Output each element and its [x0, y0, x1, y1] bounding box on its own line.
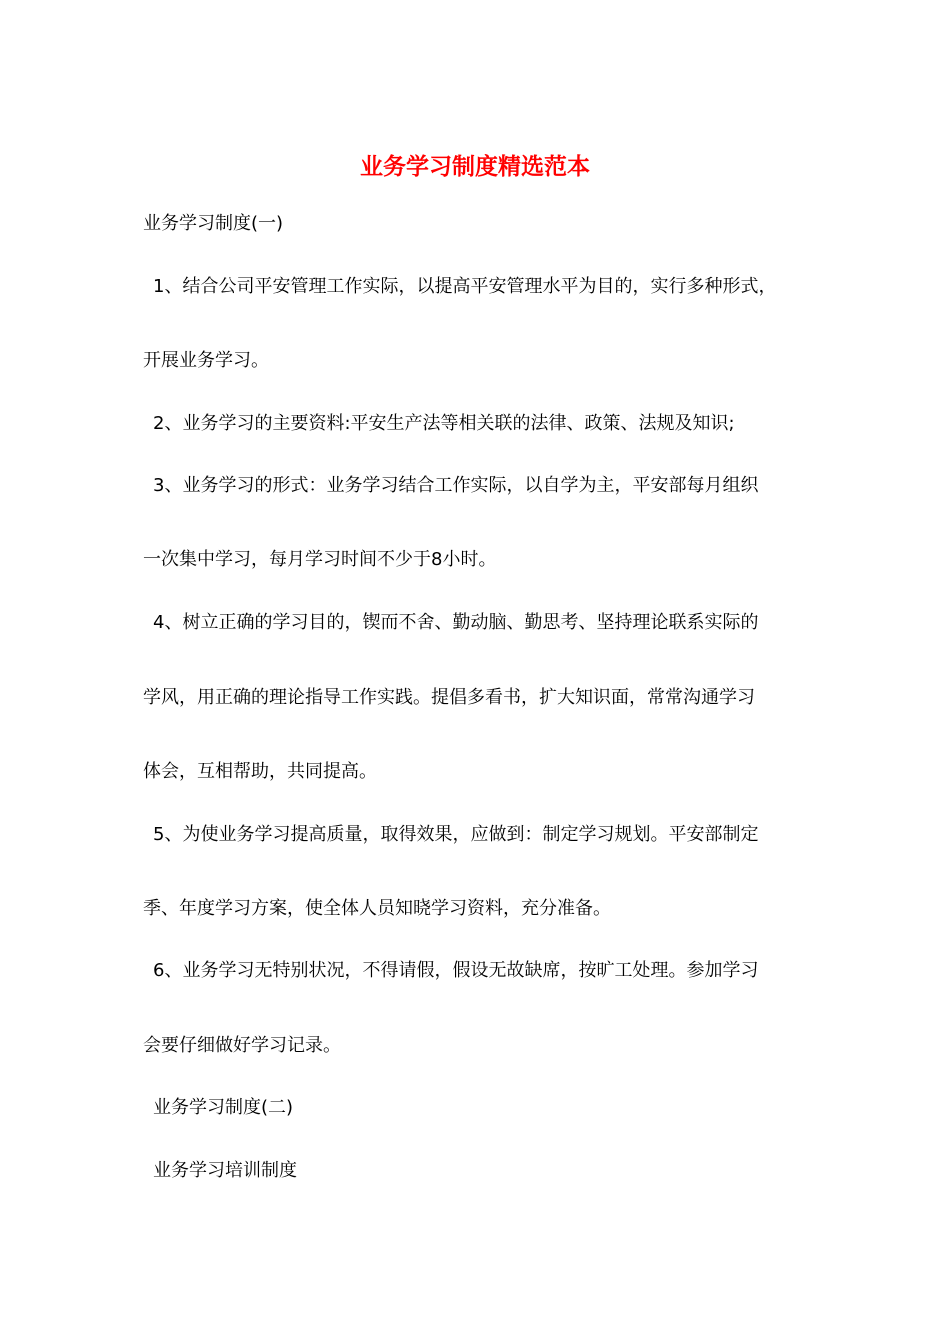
paragraph-line: 学风，用正确的理论指导工作实践。提倡多看书，扩大知识面，常常沟通学习 — [143, 687, 755, 708]
paragraph-line: 开展业务学习。 — [143, 350, 269, 371]
paragraph-line: 4、树立正确的学习目的，锲而不舍、勤动脑、勤思考、坚持理论联系实际的 — [153, 612, 759, 633]
paragraph-line: 一次集中学习，每月学习时间不少于8小时。 — [143, 549, 497, 570]
paragraph-line: 会要仔细做好学习记录。 — [143, 1035, 341, 1056]
paragraph-line: 体会，互相帮助，共同提高。 — [143, 761, 377, 782]
paragraph-line: 1、结合公司平安管理工作实际，以提高平安管理水平为目的，实行多种形式， — [153, 276, 777, 297]
paragraph-line: 2、业务学习的主要资料:平安生产法等相关联的法律、政策、法规及知识; — [153, 413, 735, 434]
paragraph-line: 6、业务学习无特别状况，不得请假，假设无故缺席，按旷工处理。参加学习 — [153, 960, 759, 981]
paragraph-line: 季、年度学习方案，使全体人员知晓学习资料，充分准备。 — [143, 898, 611, 919]
paragraph-line: 3、业务学习的形式：业务学习结合工作实际，以自学为主，平安部每月组织 — [153, 475, 759, 496]
section-heading-1: 业务学习制度(一) — [143, 213, 284, 234]
section-subheading: 业务学习培训制度 — [153, 1160, 297, 1181]
document-title: 业务学习制度精选范本 — [360, 153, 590, 180]
section-heading-2: 业务学习制度(二) — [153, 1097, 294, 1118]
paragraph-line: 5、为使业务学习提高质量，取得效果，应做到：制定学习规划。平安部制定 — [153, 824, 759, 845]
